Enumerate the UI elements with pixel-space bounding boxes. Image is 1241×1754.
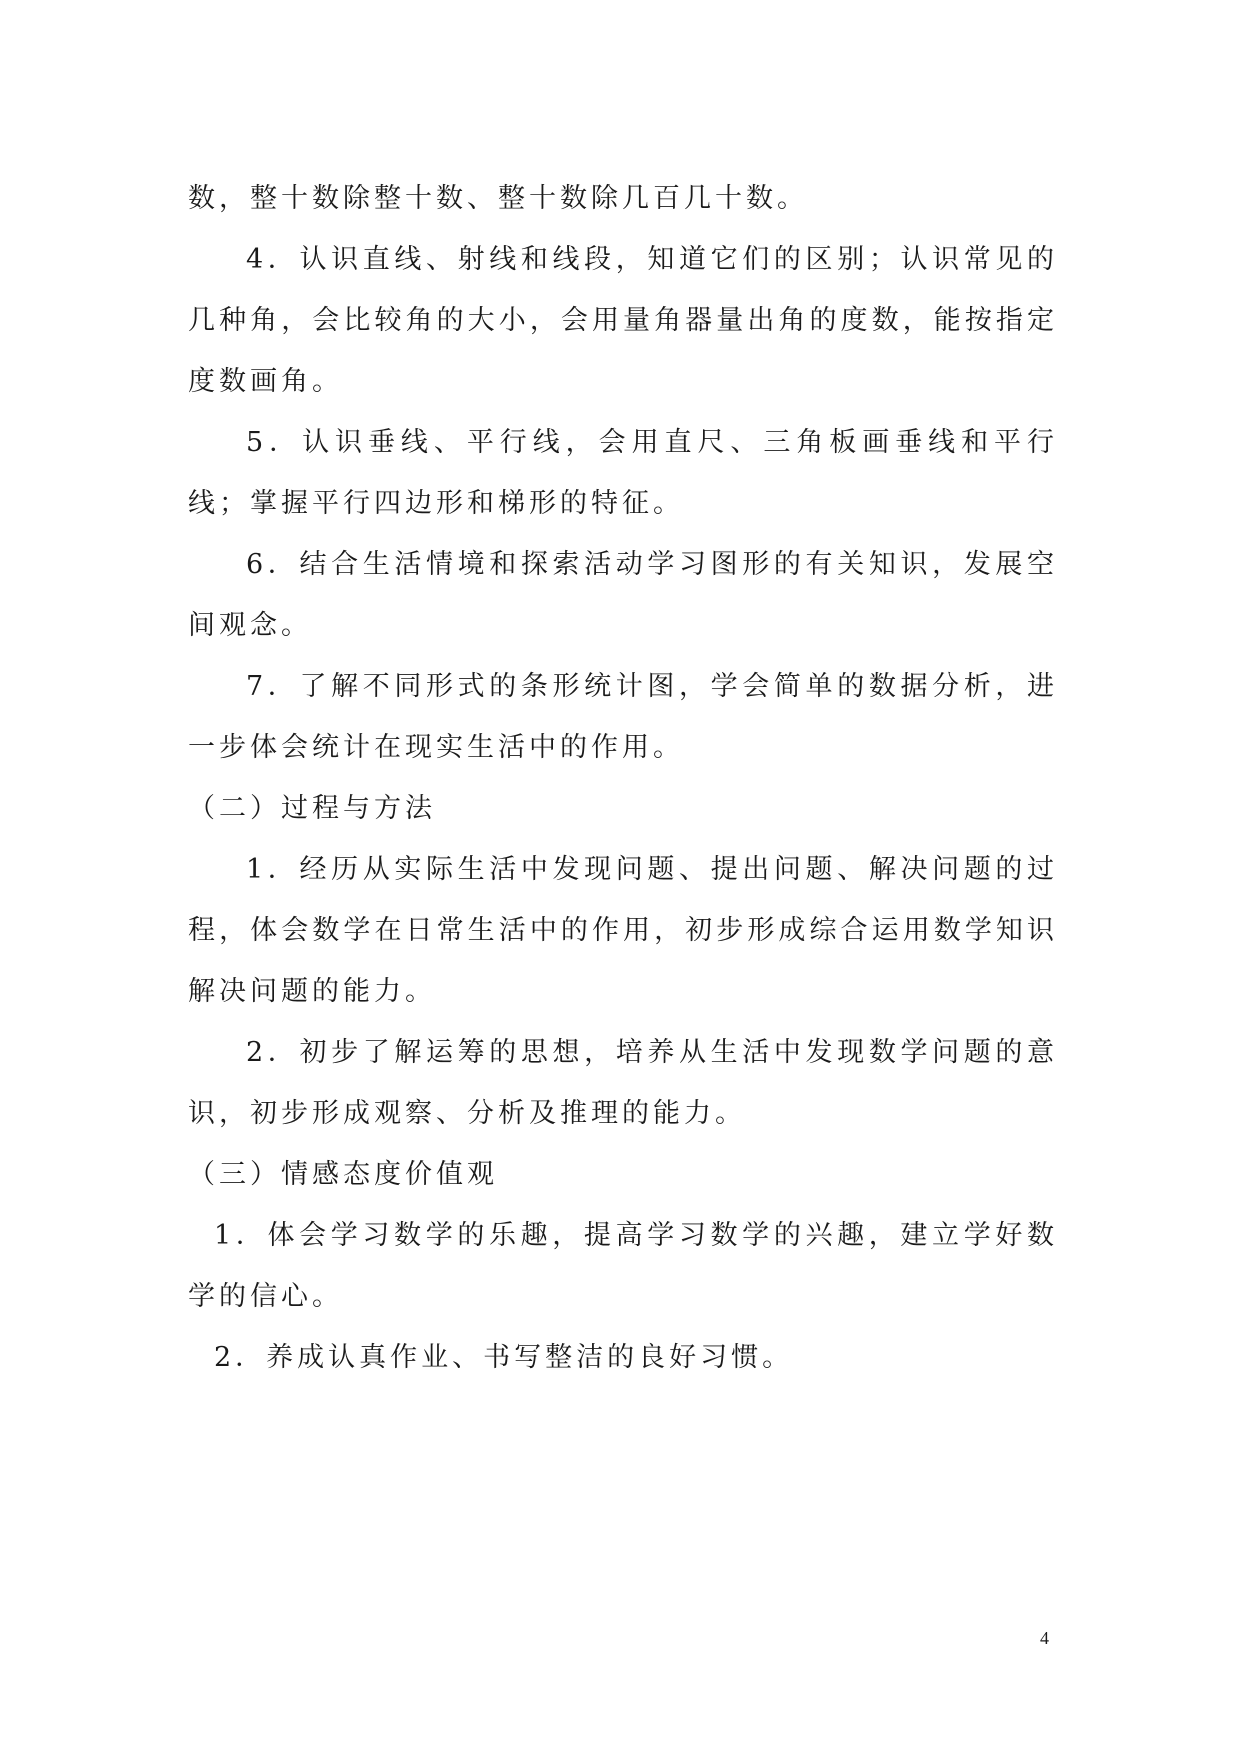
paragraph-process-2: 2．初步了解运筹的思想，培养从生活中发现数学问题的意识，初步形成观察、分析及推理的能力。 (188, 1037, 1058, 1129)
section-heading-process-method: （二）过程与方法 (188, 793, 436, 824)
paragraph-process-1: 1．经历从实际生活中发现问题、提出问题、解决问题的过程，体会数学在日常生活中的作用，初步形成综合运用数学知识解决问题的能力。 (188, 854, 1058, 1007)
paragraph-item-7: 7．了解不同形式的条形统计图，学会简单的数据分析，进一步体会统计在现实生活中的作用。 (188, 671, 1058, 763)
section-heading-attitude-values: （三）情感态度价值观 (188, 1159, 498, 1190)
page-number: 4 (1040, 1628, 1049, 1648)
paragraph-item-5: 5．认识垂线、平行线，会用直尺、三角板画垂线和平行线；掌握平行四边形和梯形的特征。 (188, 427, 1058, 519)
paragraph-attitude-1: 1．体会学习数学的乐趣，提高学习数学的兴趣，建立学好数学的信心。 (188, 1220, 1058, 1312)
paragraph-continuation: 数，整十数除整十数、整十数除几百几十数。 (188, 183, 808, 214)
paragraph-item-6: 6．结合生活情境和探索活动学习图形的有关知识，发展空间观念。 (188, 549, 1058, 641)
paragraph-item-4: 4．认识直线、射线和线段，知道它们的区别；认识常见的几种角，会比较角的大小，会用量角器量出角的度数，能按指定度数画角。 (188, 244, 1058, 397)
body-text (188, 168, 1058, 1388)
paragraph-attitude-2: 2．养成认真作业、书写整洁的良好习惯。 (214, 1342, 794, 1373)
